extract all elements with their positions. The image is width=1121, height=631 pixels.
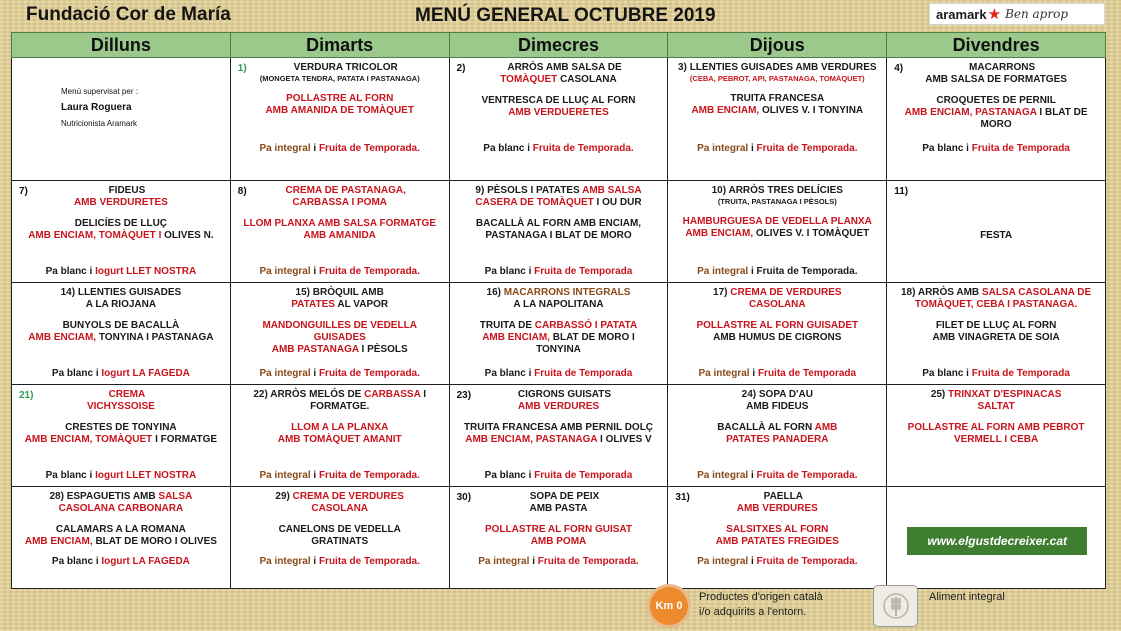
day-cell-fri-w1 xyxy=(887,58,1106,181)
second-course-detail: VERMELL I CEBA xyxy=(953,434,1039,445)
first-course: PAELLA xyxy=(763,491,803,502)
km0-legend-line2: i/o adquirits a l'entorn. xyxy=(699,606,807,618)
second-course: CANELONS DE VEDELLA xyxy=(278,524,401,535)
second-course-detail: AMB ENCIAM, OLIVES V. I TOMÀQUET xyxy=(685,228,870,239)
first-course-detail: TOMÀQUET, CEBA I PASTANAGA. xyxy=(914,299,1078,310)
logo-slogan: Ben aprop xyxy=(1005,7,1069,21)
first-course-detail: CASOLANA xyxy=(311,503,369,514)
second-course-detail: AMB VINAGRETA DE SOIA xyxy=(932,332,1060,343)
side-dessert: Pa integral i Fruita de Temporada. xyxy=(259,266,420,277)
second-course: FILET DE LLUÇ AL FORN xyxy=(935,320,1057,331)
day-cell-tue-w1 xyxy=(230,58,449,181)
website-link[interactable]: www.elgustdecreixer.cat xyxy=(907,527,1087,555)
week-row-5 xyxy=(12,487,1106,589)
star-icon: ★ xyxy=(987,5,1002,23)
second-course-detail: AMB ENCIAM, OLIVES V. I TONYINA xyxy=(691,105,864,116)
side-dessert: Pa blanc i Fruita de Temporada xyxy=(484,266,633,277)
km0-legend-line1: Productes d'origen català xyxy=(699,591,823,603)
second-course: POLLASTRE AL FORN GUISADET xyxy=(696,320,859,331)
first-course: CREMA DE PASTANAGA, xyxy=(285,185,406,196)
first-course-detail: A LA NAPOLITANA xyxy=(513,299,604,310)
side-dessert: Pa blanc i Iogurt LLET NOSTRA xyxy=(45,470,197,481)
second-course-detail: AMB PASTANAGA I PÈSOLS xyxy=(271,344,408,355)
day-number: 2) xyxy=(456,63,466,74)
second-course: MANDONGUILLES DE VEDELLA GUISADES xyxy=(262,320,417,343)
side-dessert: Pa integral i Fruita de Temporada xyxy=(698,368,857,379)
side-dessert: Pa blanc i Iogurt LA FAGEDA xyxy=(51,368,190,379)
second-course: POLLASTRE AL FORN xyxy=(286,93,394,104)
first-course-detail: AMB VERDURES xyxy=(736,503,818,514)
side-dessert: Pa blanc i Iogurt LA FAGEDA xyxy=(51,556,190,567)
day-cell-mon-w4 xyxy=(12,385,231,487)
day-cell-thu-w1 xyxy=(668,58,887,181)
second-course: BACALLÀ AL FORN AMB xyxy=(717,422,838,433)
second-course-detail: AMB ENCIAM, TONYINA I PASTANAGA xyxy=(28,332,214,343)
first-course-detail: TOMÀQUET CASOLANA xyxy=(500,74,617,85)
first-course: SOPA DE PEIX xyxy=(529,491,600,502)
day-cell-fri-w5 xyxy=(887,487,1106,589)
first-course: 17) CREMA DE VERDURES xyxy=(713,287,842,298)
day-number: 7) xyxy=(19,186,28,197)
second-course-detail: AMB ENCIAM, TOMÀQUET I FORMATGE xyxy=(24,434,218,445)
first-course: 3) LLENTIES GUISADES AMB VERDURES xyxy=(678,62,877,73)
second-course-extra: TONYINA xyxy=(536,344,581,355)
second-course-detail: AMB HUMUS DE CIGRONS xyxy=(713,332,842,343)
side-dessert: Pa integral i Fruita de Temporada. xyxy=(259,556,420,567)
first-course-detail: PATATES AL VAPOR xyxy=(291,299,389,310)
km0-badge-icon: Km 0 xyxy=(650,587,688,625)
side-dessert: Pa blanc i Fruita de Temporada xyxy=(922,368,1070,379)
first-course: 25) TRINXAT D'ESPINACAS xyxy=(930,389,1062,400)
second-course: CROQUETES DE PERNIL xyxy=(936,95,1056,106)
day-header-monday: Dilluns xyxy=(12,33,231,58)
side-dessert: Pa blanc i Fruita de Temporada. xyxy=(483,143,634,154)
day-cell-fri-w4 xyxy=(887,385,1106,487)
day-cell-wed-w2 xyxy=(449,181,668,283)
first-course: 16) MACARRONS INTEGRALS xyxy=(486,287,631,298)
first-course: CIGRONS GUISATS xyxy=(517,389,612,400)
nutritionist-note xyxy=(17,62,225,180)
first-course-detail: (MONGETA TENDRA, PATATA I PASTANAGA) xyxy=(259,74,420,83)
second-course-detail: AMB ENCIAM, BLAT DE MORO I OLIVES xyxy=(24,536,217,547)
day-number: 4) xyxy=(894,63,904,74)
day-number: 31) xyxy=(675,492,690,503)
day-cell-fri-w2 xyxy=(887,181,1106,283)
second-course: HAMBURGUESA DE VEDELLA PLANXA xyxy=(682,216,872,227)
first-course: 28) ESPAGUETIS AMB SALSA xyxy=(49,491,193,502)
second-course: TRUITA FRANCESA AMB PERNIL DOLÇ xyxy=(463,422,654,433)
second-course-detail: AMB ENCIAM, TOMÀQUET I OLIVES N. xyxy=(28,230,214,241)
second-course-detail: AMB ENCIAM, PASTANAGA I BLAT DE MORO xyxy=(904,107,1088,130)
second-course-detail: AMB ENCIAM, PASTANAGA I OLIVES V xyxy=(465,434,652,445)
first-course: 29) CREMA DE VERDURES xyxy=(275,491,404,502)
day-cell-tue-w5 xyxy=(230,487,449,589)
week-row-1 xyxy=(12,58,1106,181)
side-dessert: Pa integral i Fruita de Temporada. xyxy=(259,143,420,154)
second-course-detail: AMB ENCIAM, BLAT DE MORO I xyxy=(482,332,635,343)
second-course: POLLASTRE AL FORN GUISAT xyxy=(484,524,633,535)
first-course-detail: CARBASSA I POMA xyxy=(292,197,388,208)
first-course: MACARRONS xyxy=(969,62,1036,73)
integral-legend-text: Aliment integral xyxy=(929,591,1005,603)
day-cell-mon-w3 xyxy=(12,283,231,385)
first-course: 14) LLENTIES GUISADES xyxy=(60,287,182,298)
first-course-detail: AMB VERDURETES xyxy=(73,197,168,208)
first-course: 18) ARRÒS AMB SALSA CASOLANA DE xyxy=(900,287,1092,298)
side-dessert: Pa blanc i Fruita de Temporada xyxy=(484,470,633,481)
first-course: CREMA xyxy=(108,389,146,400)
second-course-detail: AMB AMANIDA xyxy=(303,230,376,241)
nutritionist-role: Nutricionista Aramark xyxy=(61,119,138,128)
day-cell-wed-w4 xyxy=(449,385,668,487)
menu-table xyxy=(11,32,1106,589)
first-course-detail: AMB SALSA DE FORMATGES xyxy=(925,74,1067,85)
side-dessert: Pa integral i Fruita de Temporada. xyxy=(697,556,858,567)
second-course-detail: AMB AMANIDA DE TOMÀQUET xyxy=(265,105,414,116)
day-header-row xyxy=(12,33,1106,58)
day-cell-tue-w2 xyxy=(230,181,449,283)
second-course-detail: AMB VERDUERETES xyxy=(508,107,609,118)
side-dessert: Pa integral i Fruita de Temporada. xyxy=(259,470,420,481)
first-course: 10) ARRÒS TRES DELÍCIES xyxy=(711,185,843,196)
day-cell-mon-w1 xyxy=(12,58,231,181)
day-cell-thu-w2 xyxy=(668,181,887,283)
wheat-icon-graphic xyxy=(882,591,910,621)
first-course-detail: FORMATGE. xyxy=(310,401,370,412)
second-course: LLOM A LA PLANXA xyxy=(291,422,389,433)
week-row-2 xyxy=(12,181,1106,283)
second-course: CRESTES DE TONYINA xyxy=(65,422,177,433)
day-cell-mon-w5 xyxy=(12,487,231,589)
day-number: 1) xyxy=(237,63,247,74)
day-number: 21) xyxy=(19,390,34,401)
week-row-4 xyxy=(12,385,1106,487)
day-cell-thu-w3 xyxy=(668,283,887,385)
week-row-3 xyxy=(12,283,1106,385)
day-number: 30) xyxy=(456,492,472,503)
second-course: BUNYOLS DE BACALLÀ xyxy=(62,320,180,331)
second-course-detail: PASTANAGA I BLAT DE MORO xyxy=(485,230,632,241)
second-course-detail: PATATES PANADERA xyxy=(726,434,829,445)
second-course-detail: GRATINATS xyxy=(311,536,369,547)
first-course-detail: AMB FIDEUS xyxy=(746,401,809,412)
day-number: 8) xyxy=(237,186,247,197)
day-cell-thu-w5 xyxy=(668,487,887,589)
day-cell-tue-w4 xyxy=(230,385,449,487)
day-cell-wed-w5 xyxy=(449,487,668,589)
first-course: 24) SOPA D'AU xyxy=(741,389,813,400)
first-course-detail: AMB VERDURES xyxy=(517,401,600,412)
side-dessert: Pa integral i Fruita de Temporada. xyxy=(697,470,858,481)
side-dessert: Pa blanc i Fruita de Temporada xyxy=(484,368,633,379)
second-course: SALSITXES AL FORN xyxy=(726,524,829,535)
second-course: TRUITA FRANCESA xyxy=(730,93,825,104)
supervised-label: Menú supervisat per : xyxy=(61,87,138,96)
second-course: BACALLÀ AL FORN AMB ENCIAM, xyxy=(475,218,642,229)
school-name: Fundació Cor de María xyxy=(26,4,231,25)
holiday-label: FESTA xyxy=(980,230,1013,241)
day-header-wednesday: Dimecres xyxy=(449,33,668,58)
day-cell-fri-w3 xyxy=(887,283,1106,385)
second-course-detail: AMB POMA xyxy=(530,536,587,547)
second-course: POLLASTRE AL FORN AMB PEBROT xyxy=(907,422,1085,433)
second-course: DELICÍES DE LLUÇ xyxy=(74,218,168,229)
day-number: 11) xyxy=(894,186,909,197)
second-course-detail: AMB TOMÀQUET AMANIT xyxy=(277,434,402,445)
day-number: 23) xyxy=(456,390,472,401)
side-dessert: Pa integral i Fruita de Temporada. xyxy=(697,143,858,154)
day-cell-mon-w2 xyxy=(12,181,231,283)
second-course: VENTRESCA DE LLUÇ AL FORN xyxy=(481,95,636,106)
side-dessert: Pa blanc i Iogurt LLET NOSTRA xyxy=(45,266,197,277)
side-dessert: Pa blanc i Fruita de Temporada xyxy=(922,143,1070,154)
second-course: CALAMARS A LA ROMANA xyxy=(55,524,186,535)
day-cell-wed-w1 xyxy=(449,58,668,181)
first-course-detail: A LA RIOJANA xyxy=(85,299,157,310)
first-course-detail: (CEBA, PEBROT, API, PASTANAGA, TOMÀQUET) xyxy=(689,74,865,83)
first-course: 9) PÈSOLS I PATATES AMB SALSA xyxy=(475,185,642,196)
side-dessert: Pa integral i Fruita de Temporada. xyxy=(478,556,639,567)
day-cell-tue-w3 xyxy=(230,283,449,385)
logo-word: aramark xyxy=(936,6,987,22)
second-course: LLOM PLANXA AMB SALSA FORMATGE xyxy=(243,218,436,229)
day-cell-wed-w3 xyxy=(449,283,668,385)
day-header-friday: Divendres xyxy=(887,33,1106,58)
first-course: VERDURA TRICOLOR xyxy=(293,62,398,73)
first-course: 15) BRÒQUIL AMB xyxy=(295,287,384,298)
first-course-detail: CASOLANA xyxy=(748,299,806,310)
first-course: ARRÒS AMB SALSA DE xyxy=(507,62,622,73)
wheat-icon xyxy=(873,585,918,627)
nutritionist-name: Laura Roguera xyxy=(61,102,132,113)
side-dessert: Pa integral i Fruita de Temporada. xyxy=(697,266,858,277)
day-header-thursday: Dijous xyxy=(668,33,887,58)
first-course-detail: SALTAT xyxy=(977,401,1015,412)
aramark-logo xyxy=(929,3,1105,25)
page-title: MENÚ GENERAL OCTUBRE 2019 xyxy=(415,5,716,26)
first-course-detail: CASOLANA CARBONARA xyxy=(58,503,184,514)
side-dessert: Pa integral i Fruita de Temporada. xyxy=(259,368,420,379)
first-course: 22) ARRÒS MELÓS DE CARBASSA I xyxy=(253,389,427,400)
first-course-detail: VICHYSSOISE xyxy=(86,401,155,412)
day-header-tuesday: Dimarts xyxy=(230,33,449,58)
day-cell-thu-w4 xyxy=(668,385,887,487)
first-course: FIDEUS xyxy=(108,185,146,196)
km0-legend-text xyxy=(699,590,823,620)
first-course-detail: AMB PASTA xyxy=(529,503,588,514)
first-course-detail: (TRUITA, PASTANAGA I PÈSOLS) xyxy=(717,197,837,206)
first-course-detail: CASERA DE TOMÀQUET I OU DUR xyxy=(475,197,642,208)
second-course: TRUITA DE CARBASSÓ I PATATA xyxy=(479,320,638,331)
second-course-detail: AMB PATATES FREGIDES xyxy=(715,536,839,547)
